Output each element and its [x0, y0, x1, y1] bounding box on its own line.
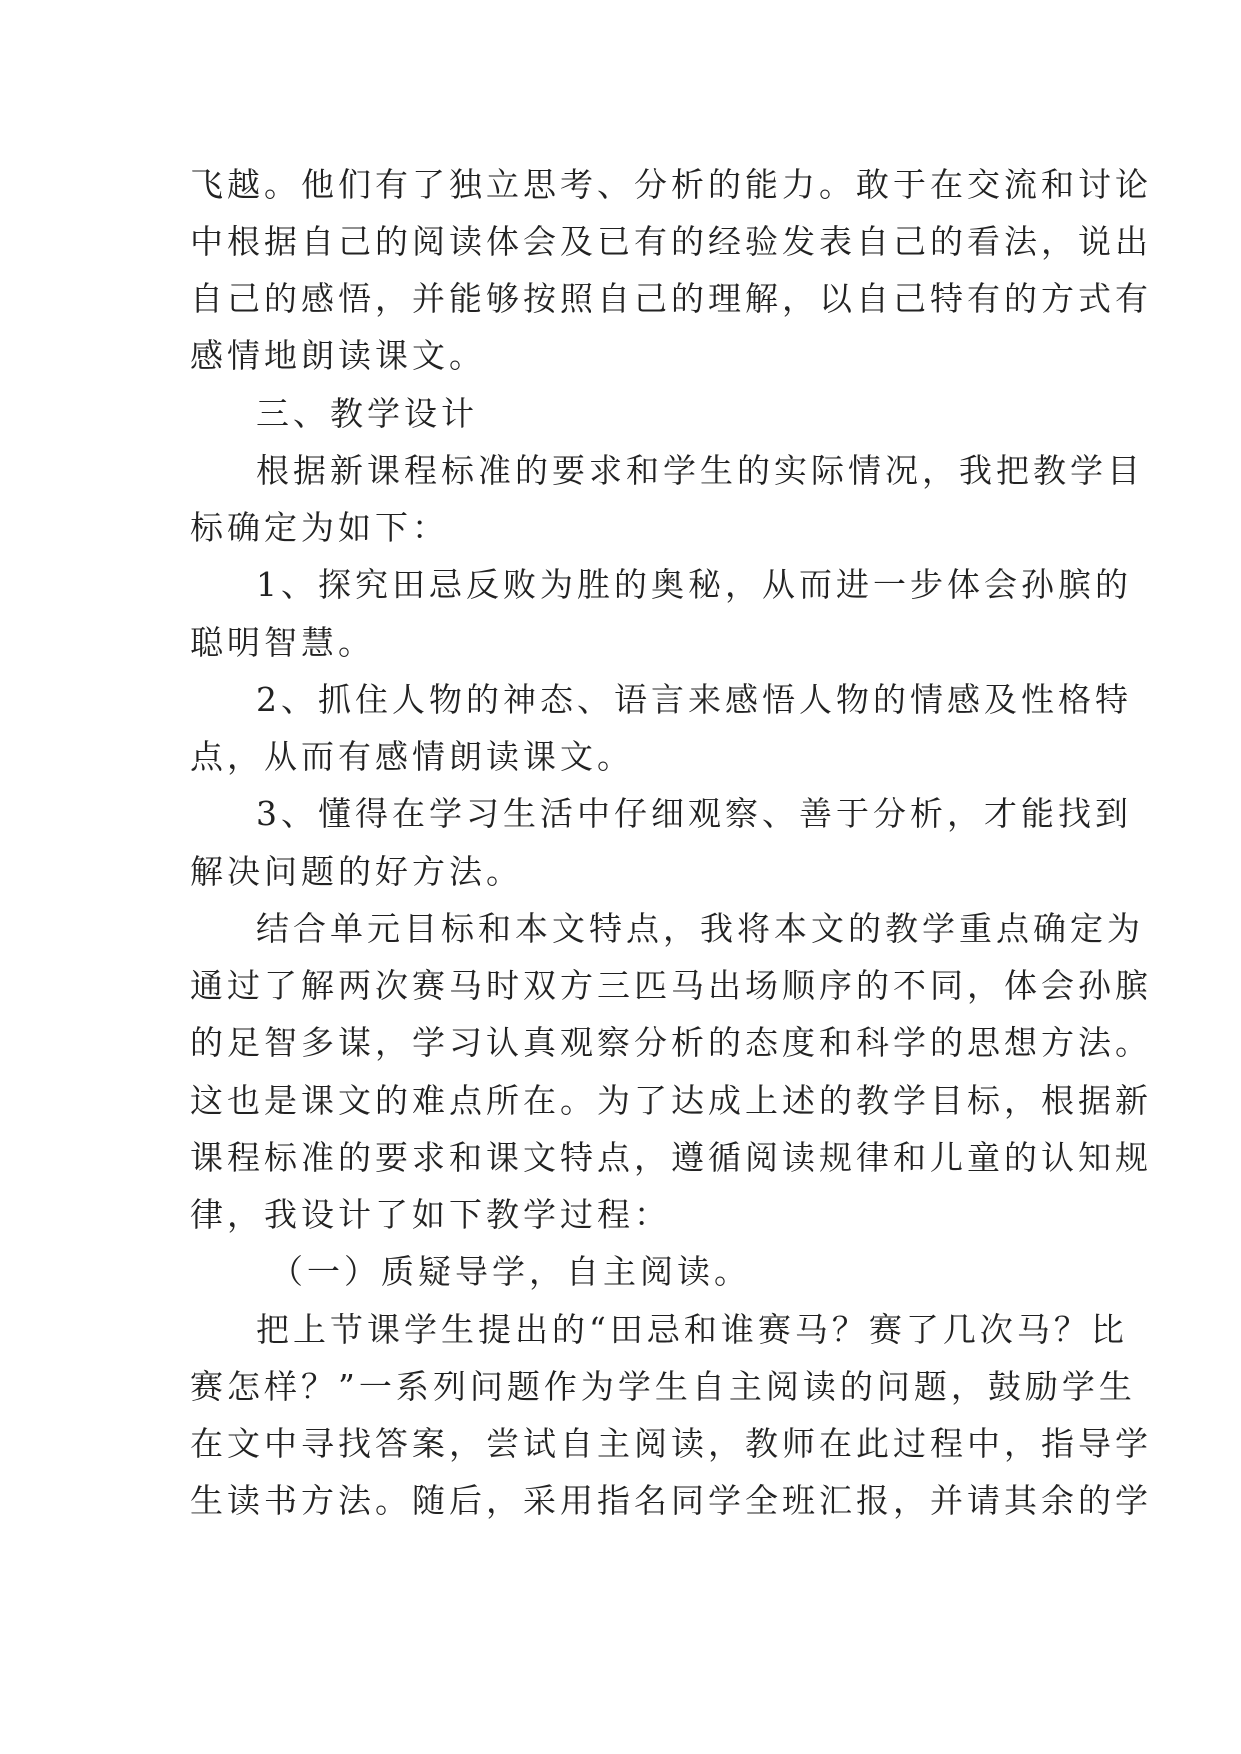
body-line-2: 中根据自己的阅读体会及已有的经验发表自己的看法，说出: [190, 222, 1152, 261]
body-line-22: 赛怎样？”一系列问题作为学生自主阅读的问题，鼓励学生: [190, 1367, 1136, 1406]
list-item-2-line-1: 2、抓住人物的神态、语言来感悟人物的情感及性格特: [256, 680, 1132, 719]
body-line-15: 通过了解两次赛马时双方三匹马出场顺序的不同，体会孙膑: [190, 966, 1152, 1005]
body-line-17: 这也是课文的难点所在。为了达成上述的教学目标，根据新: [190, 1081, 1152, 1120]
body-line-16: 的足智多谋，学习认真观察分析的态度和科学的思想方法。: [190, 1023, 1152, 1062]
section-heading: 三、教学设计: [256, 394, 478, 433]
body-line-14: 结合单元目标和本文特点，我将本文的教学重点确定为: [256, 909, 1144, 948]
list-item-1-line-2: 聪明智慧。: [190, 623, 375, 662]
list-item-2-line-2: 点，从而有感情朗读课文。: [190, 737, 634, 776]
list-item-1-line-1: 1、探究田忌反败为胜的奥秘，从而进一步体会孙膑的: [256, 565, 1132, 604]
list-item-3-line-1: 3、懂得在学习生活中仔细观察、善于分析，才能找到: [256, 794, 1132, 833]
body-line-1: 飞越。他们有了独立思考、分析的能力。敢于在交流和讨论: [190, 165, 1152, 204]
body-line-7: 标确定为如下：: [190, 508, 449, 547]
body-line-21: 把上节课学生提出的“田忌和谁赛马？赛了几次马？比: [256, 1310, 1128, 1349]
body-line-18: 课程标准的要求和课文特点，遵循阅读规律和儿童的认知规: [190, 1138, 1152, 1177]
list-item-3-line-2: 解决问题的好方法。: [190, 852, 523, 891]
body-line-3: 自己的感悟，并能够按照自己的理解，以自己特有的方式有: [190, 279, 1152, 318]
subsection-heading: （一）质疑导学，自主阅读。: [270, 1252, 751, 1291]
body-line-24: 生读书方法。随后，采用指名同学全班汇报，并请其余的学: [190, 1481, 1152, 1520]
body-line-19: 律，我设计了如下教学过程：: [190, 1195, 671, 1234]
body-line-4: 感情地朗读课文。: [190, 336, 486, 375]
body-line-23: 在文中寻找答案，尝试自主阅读，教师在此过程中，指导学: [190, 1424, 1152, 1463]
body-line-6: 根据新课程标准的要求和学生的实际情况，我把教学目: [256, 451, 1144, 490]
